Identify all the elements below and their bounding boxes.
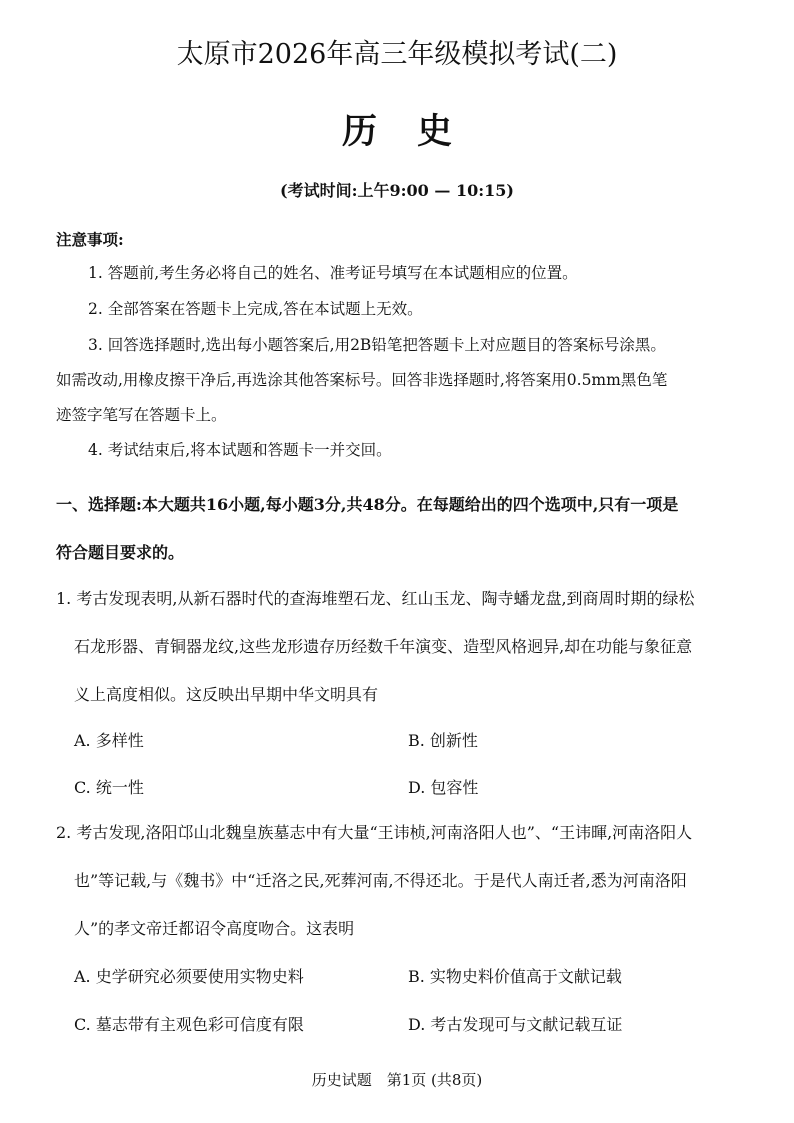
question-1-stem: 1. 考古发现表明,从新石器时代的查海堆塑石龙、红山玉龙、陶寺蟠龙盘,到商周时期的绿松 xyxy=(56,589,695,608)
question-2-option-d: D. 考古发现可与文献记载互证 xyxy=(408,1015,623,1034)
note-line-3-cont2: 迹签字笔写在答题卡上。 xyxy=(56,406,227,424)
section-one-heading-cont: 符合题目要求的。 xyxy=(56,543,185,562)
question-1-option-d: D. 包容性 xyxy=(408,778,479,797)
page-footer: 历史试题 第1页 (共8页) xyxy=(311,1071,483,1089)
question-2-stem-cont: 也”等记载,与《魏书》中“迁洛之民,死葬河南,不得还北。于是代人南迁者,悉为河南洛阳 xyxy=(74,871,687,890)
note-line-3: 3. 回答选择题时,选出每小题答案后,用2B铅笔把答题卡上对应题目的答案标号涂黑。 xyxy=(88,336,666,354)
question-1-option-a: A. 多样性 xyxy=(74,731,144,750)
question-1-stem-cont2: 义上高度相似。这反映出早期中华文明具有 xyxy=(74,685,379,704)
question-2-stem: 2. 考古发现,洛阳邙山北魏皇族墓志中有大量“王讳桢,河南洛阳人也”、“王讳暉,河南洛阳人 xyxy=(56,823,693,842)
section-one-heading: 一、选择题:本大题共16小题,每小题3分,共48分。在每题给出的四个选项中,只有一项是 xyxy=(56,495,679,514)
question-2-option-a: A. 史学研究必须要使用实物史料 xyxy=(74,967,304,986)
notes-heading: 注意事项: xyxy=(56,230,124,249)
question-1-stem-cont: 石龙形器、青铜器龙纹,这些龙形遗存历经数千年演变、造型风格迥异,却在功能与象征意 xyxy=(74,637,693,656)
note-line-3-cont: 如需改动,用橡皮擦干净后,再选涂其他答案标号。回答非选择题时,将答案用0.5mm黑色笔 xyxy=(56,371,668,389)
note-line-2: 2. 全部答案在答题卡上完成,答在本试题上无效。 xyxy=(88,300,423,318)
exam-title: 太原市2026年高三年级模拟考试(二) xyxy=(176,39,618,70)
question-2-option-b: B. 实物史料价值高于文献记载 xyxy=(408,967,622,986)
exam-time: (考试时间:上午9:00 — 10:15) xyxy=(280,181,514,200)
question-2-stem-cont2: 人”的孝文帝迁都诏令高度吻合。这表明 xyxy=(74,919,355,938)
subject-heading: 历史 xyxy=(341,111,492,152)
question-2-option-c: C. 墓志带有主观色彩可信度有限 xyxy=(74,1015,304,1034)
question-1-option-c: C. 统一性 xyxy=(74,778,144,797)
note-line-4: 4. 考试结束后,将本试题和答题卡一并交回。 xyxy=(88,441,392,459)
note-line-1: 1. 答题前,考生务必将自己的姓名、准考证号填写在本试题相应的位置。 xyxy=(88,264,578,282)
question-1-option-b: B. 创新性 xyxy=(408,731,478,750)
